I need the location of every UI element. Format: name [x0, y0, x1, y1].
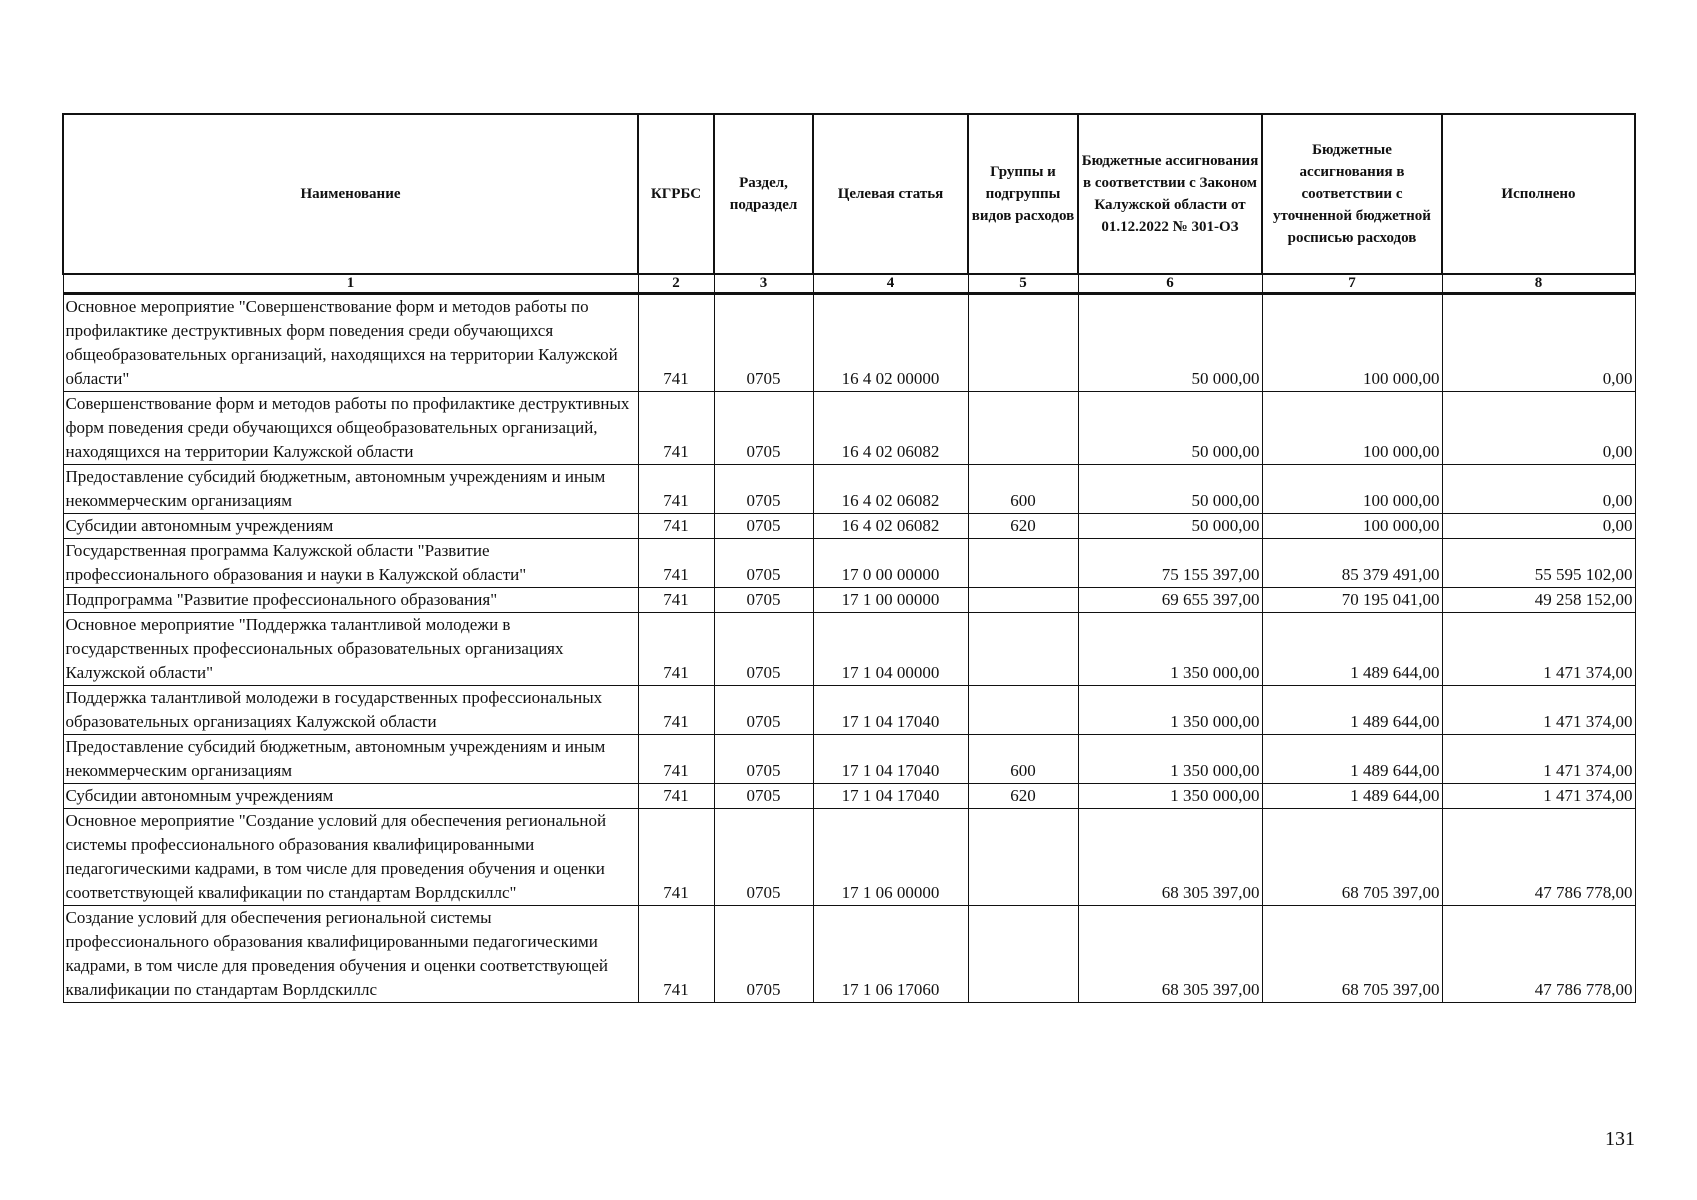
page-number: 131 — [1605, 1128, 1635, 1150]
column-number: 3 — [714, 274, 813, 294]
row-statya-cell: 17 1 04 17040 — [813, 784, 968, 809]
row-razdel-cell: 0705 — [714, 588, 813, 613]
row-kgrbs-cell: 741 — [638, 392, 714, 465]
row-utoch-cell: 100 000,00 — [1262, 294, 1442, 392]
row-kgrbs-cell: 741 — [638, 784, 714, 809]
row-ispoln-cell: 0,00 — [1442, 514, 1635, 539]
row-kgrbs-cell: 741 — [638, 514, 714, 539]
row-name-cell: Поддержка талантливой молодежи в государственных профессиональных образовательных организациях Калужской области — [63, 686, 638, 735]
row-utoch-cell: 100 000,00 — [1262, 465, 1442, 514]
row-plan-cell: 1 350 000,00 — [1078, 784, 1262, 809]
row-statya-cell: 17 1 00 00000 — [813, 588, 968, 613]
row-statya-cell: 16 4 02 06082 — [813, 465, 968, 514]
row-razdel-cell: 0705 — [714, 514, 813, 539]
row-name-cell: Субсидии автономным учреждениям — [63, 784, 638, 809]
row-statya-cell: 17 1 04 17040 — [813, 735, 968, 784]
row-utoch-cell: 100 000,00 — [1262, 514, 1442, 539]
row-utoch-cell: 100 000,00 — [1262, 392, 1442, 465]
column-number: 1 — [63, 274, 638, 294]
header-plan: Бюджетные ассигнования в соответствии с Законом Калужской области от 01.12.2022 № 301-ОЗ — [1078, 114, 1262, 274]
row-vid-cell — [968, 686, 1078, 735]
row-razdel-cell: 0705 — [714, 809, 813, 906]
row-plan-cell: 50 000,00 — [1078, 514, 1262, 539]
table-row — [63, 588, 1635, 613]
table-row — [63, 906, 1635, 1003]
row-plan-cell: 68 305 397,00 — [1078, 809, 1262, 906]
table-row — [63, 686, 1635, 735]
row-vid-cell: 620 — [968, 514, 1078, 539]
header-statya: Целевая статья — [813, 114, 968, 274]
row-vid-cell — [968, 294, 1078, 392]
row-vid-cell — [968, 613, 1078, 686]
row-name-cell: Основное мероприятие "Создание условий для обеспечения региональной системы профессионального образования квалифицированными педагогическими кадрами, в том числе для проведения обучения и оценки соответствующей квалификации по стандартам Ворлдскиллс" — [63, 809, 638, 906]
row-name-cell: Субсидии автономным учреждениям — [63, 514, 638, 539]
row-statya-cell: 17 1 06 00000 — [813, 809, 968, 906]
table-row — [63, 613, 1635, 686]
row-plan-cell: 50 000,00 — [1078, 294, 1262, 392]
row-vid-cell: 600 — [968, 735, 1078, 784]
row-plan-cell: 75 155 397,00 — [1078, 539, 1262, 588]
row-ispoln-cell: 1 471 374,00 — [1442, 686, 1635, 735]
row-kgrbs-cell: 741 — [638, 613, 714, 686]
row-name-cell: Предоставление субсидий бюджетным, автономным учреждениям и иным некоммерческим организациям — [63, 735, 638, 784]
column-number: 4 — [813, 274, 968, 294]
row-ispoln-cell: 0,00 — [1442, 294, 1635, 392]
row-statya-cell: 16 4 02 06082 — [813, 392, 968, 465]
table-row — [63, 294, 1635, 392]
row-name-cell: Основное мероприятие "Совершенствование форм и методов работы по профилактике деструктивных форм поведения среди обучающихся общеобразовательных организаций, находящихся на территории Калужской области" — [63, 294, 638, 392]
row-vid-cell — [968, 809, 1078, 906]
row-plan-cell: 69 655 397,00 — [1078, 588, 1262, 613]
row-statya-cell: 17 1 06 17060 — [813, 906, 968, 1003]
row-name-cell: Совершенствование форм и методов работы по профилактике деструктивных форм поведения среди обучающихся общеобразовательных организаций, находящихся на территории Калужской области — [63, 392, 638, 465]
row-ispoln-cell: 49 258 152,00 — [1442, 588, 1635, 613]
row-ispoln-cell: 0,00 — [1442, 392, 1635, 465]
row-razdel-cell: 0705 — [714, 613, 813, 686]
row-utoch-cell: 1 489 644,00 — [1262, 613, 1442, 686]
row-statya-cell: 17 0 00 00000 — [813, 539, 968, 588]
row-razdel-cell: 0705 — [714, 294, 813, 392]
header-vid: Группы и подгруппы видов расходов — [968, 114, 1078, 274]
row-vid-cell — [968, 392, 1078, 465]
header-utoch: Бюджетные ассигнования в соответствии с уточненной бюджетной росписью расходов — [1262, 114, 1442, 274]
row-kgrbs-cell: 741 — [638, 809, 714, 906]
table-row — [63, 809, 1635, 906]
row-vid-cell — [968, 588, 1078, 613]
row-ispoln-cell: 55 595 102,00 — [1442, 539, 1635, 588]
row-utoch-cell: 68 705 397,00 — [1262, 906, 1442, 1003]
row-plan-cell: 1 350 000,00 — [1078, 686, 1262, 735]
row-razdel-cell: 0705 — [714, 465, 813, 514]
table-row — [63, 784, 1635, 809]
row-statya-cell: 17 1 04 00000 — [813, 613, 968, 686]
row-vid-cell — [968, 539, 1078, 588]
header-name: Наименование — [63, 114, 638, 274]
row-kgrbs-cell: 741 — [638, 465, 714, 514]
row-razdel-cell: 0705 — [714, 735, 813, 784]
row-razdel-cell: 0705 — [714, 784, 813, 809]
row-name-cell: Основное мероприятие "Поддержка талантливой молодежи в государственных профессиональных образовательных организациях Калужской области" — [63, 613, 638, 686]
row-utoch-cell: 1 489 644,00 — [1262, 735, 1442, 784]
column-number-row — [63, 274, 1635, 294]
table-row — [63, 539, 1635, 588]
row-utoch-cell: 68 705 397,00 — [1262, 809, 1442, 906]
row-plan-cell: 1 350 000,00 — [1078, 613, 1262, 686]
row-utoch-cell: 85 379 491,00 — [1262, 539, 1442, 588]
budget-table — [62, 113, 1636, 1003]
row-kgrbs-cell: 741 — [638, 588, 714, 613]
row-kgrbs-cell: 741 — [638, 294, 714, 392]
row-utoch-cell: 1 489 644,00 — [1262, 686, 1442, 735]
header-row — [63, 114, 1635, 274]
row-ispoln-cell: 1 471 374,00 — [1442, 784, 1635, 809]
row-vid-cell: 620 — [968, 784, 1078, 809]
row-plan-cell: 68 305 397,00 — [1078, 906, 1262, 1003]
row-name-cell: Предоставление субсидий бюджетным, автономным учреждениям и иным некоммерческим организациям — [63, 465, 638, 514]
row-plan-cell: 50 000,00 — [1078, 465, 1262, 514]
row-kgrbs-cell: 741 — [638, 735, 714, 784]
row-statya-cell: 17 1 04 17040 — [813, 686, 968, 735]
column-number: 7 — [1262, 274, 1442, 294]
row-utoch-cell: 70 195 041,00 — [1262, 588, 1442, 613]
header-razdel: Раздел, подраздел — [714, 114, 813, 274]
row-statya-cell: 16 4 02 06082 — [813, 514, 968, 539]
row-razdel-cell: 0705 — [714, 392, 813, 465]
column-number: 5 — [968, 274, 1078, 294]
row-vid-cell: 600 — [968, 465, 1078, 514]
table-row — [63, 735, 1635, 784]
row-name-cell: Подпрограмма "Развитие профессионального образования" — [63, 588, 638, 613]
table-row — [63, 392, 1635, 465]
row-name-cell: Создание условий для обеспечения региональной системы профессионального образования квалифицированными педагогическими кадрами, в том числе для проведения обучения и оценки соответствующей квалификации по стандартам Ворлдскиллс — [63, 906, 638, 1003]
header-ispoln: Исполнено — [1442, 114, 1635, 274]
row-razdel-cell: 0705 — [714, 906, 813, 1003]
row-kgrbs-cell: 741 — [638, 906, 714, 1003]
row-ispoln-cell: 47 786 778,00 — [1442, 906, 1635, 1003]
row-ispoln-cell: 1 471 374,00 — [1442, 613, 1635, 686]
column-number: 8 — [1442, 274, 1635, 294]
table-row — [63, 514, 1635, 539]
row-ispoln-cell: 47 786 778,00 — [1442, 809, 1635, 906]
row-statya-cell: 16 4 02 00000 — [813, 294, 968, 392]
row-razdel-cell: 0705 — [714, 539, 813, 588]
row-name-cell: Государственная программа Калужской области "Развитие профессионального образования и науки в Калужской области" — [63, 539, 638, 588]
row-plan-cell: 50 000,00 — [1078, 392, 1262, 465]
row-plan-cell: 1 350 000,00 — [1078, 735, 1262, 784]
column-number: 6 — [1078, 274, 1262, 294]
header-kgrbs: КГРБС — [638, 114, 714, 274]
row-kgrbs-cell: 741 — [638, 539, 714, 588]
table-row — [63, 465, 1635, 514]
row-kgrbs-cell: 741 — [638, 686, 714, 735]
row-ispoln-cell: 0,00 — [1442, 465, 1635, 514]
row-vid-cell — [968, 906, 1078, 1003]
row-razdel-cell: 0705 — [714, 686, 813, 735]
column-number: 2 — [638, 274, 714, 294]
row-utoch-cell: 1 489 644,00 — [1262, 784, 1442, 809]
row-ispoln-cell: 1 471 374,00 — [1442, 735, 1635, 784]
